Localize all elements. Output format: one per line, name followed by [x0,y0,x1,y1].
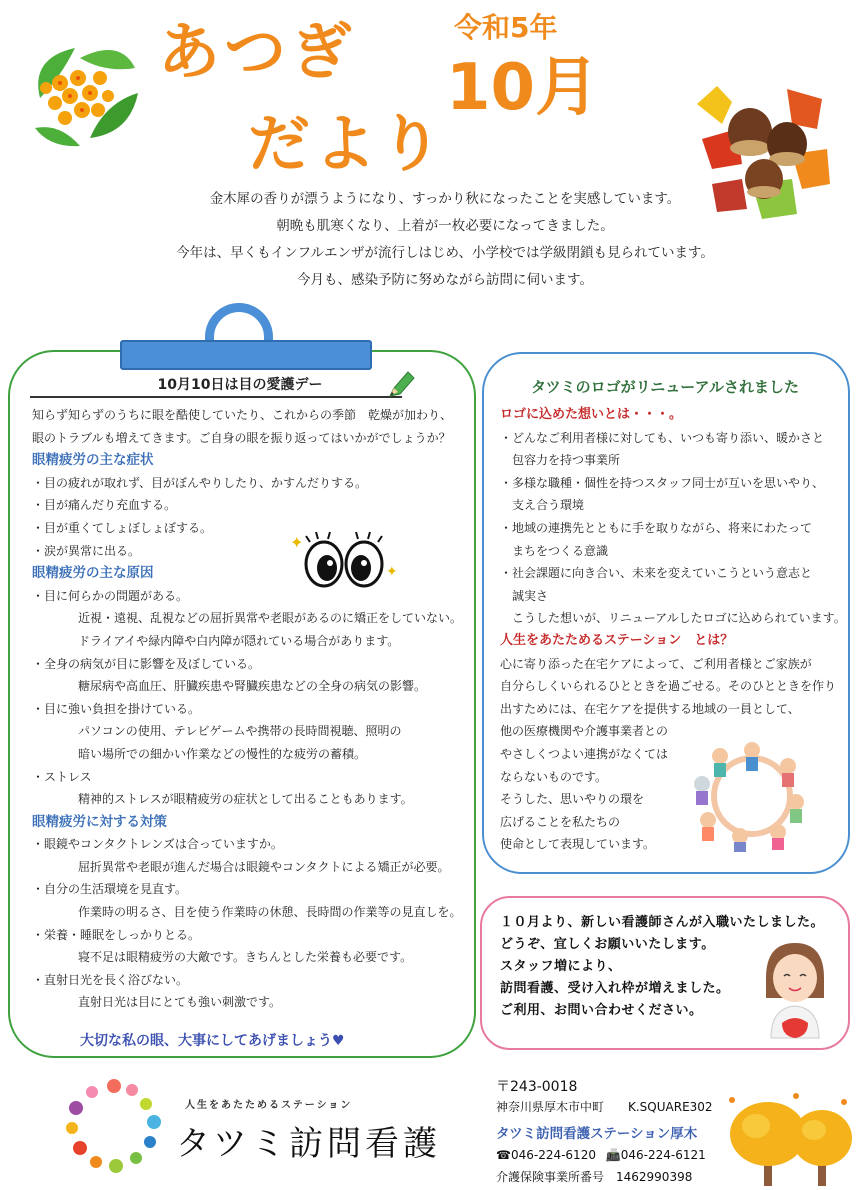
body-line: ・地域の連携先とともに手を取りながら、将来にわたって [500,520,813,535]
body-line: ・目が痛んだり充血する。 [32,498,177,513]
body-line: ・どんなご利用者様に対しても、いつも寄り添い、暖かさと [500,430,825,445]
body-line: ドライアイや緑内障や白内障が隠れている場合があります。 [78,633,400,648]
intro-line: 朝晩も肌寒くなり、上着が一枚必要になってきました。 [276,218,614,234]
notice-line: スタッフ増により、 [500,959,622,974]
title-line1: あつぎ [158,15,357,88]
section-heading: 眼精疲労の主な症状 [32,452,154,469]
body-line: ・目の疲れが取れず、目がぼんやりしたり、かすんだりする。 [32,475,368,490]
fax-number: 046-224-6121 [620,1148,706,1162]
section-heading: 眼精疲労の主な原因 [32,565,154,582]
body-line: ・社会課題に向き合い、未来を変えていこうという意志と [500,566,813,581]
body-line: 知らず知らずのうちに眼を酷使していたり、これからの季節 乾燥が加わり、 [32,408,453,422]
fax-icon: 📠 [605,1148,621,1162]
body-line: ・栄養・睡眠をしっかりとる。 [32,927,201,942]
osmanthus-illustration [20,38,142,158]
tel-number[interactable]: 046-224-6120 [510,1148,596,1162]
body-line: 精神的ストレスが眼精疲労の症状として出ることもあります。 [78,792,413,807]
body-line: 包容力を持つ事業所 [500,453,621,468]
logo-tagline: 人生をあたためるステーション [185,1100,353,1111]
body-line: ・目に何らかの問題がある。 [32,588,189,603]
body-line: パソコンの使用、テレビゲームや携帯の長時間視聴、照明の [78,724,402,739]
station-name: タツミ訪問看護ステーション厚木 [496,1126,698,1142]
body-line: ・目が重くてしょぼしょぼする。 [32,520,213,535]
postal-code [496,1076,577,1096]
body-line: 屈折異常や老眼が進んだ場合は眼鏡やコンタクトによる矯正が必要。 [78,859,450,874]
body-line: まちをつくる意識 [500,543,609,558]
body-line: 広げることを私たちの [500,814,621,829]
tatsumi-logo-mark [62,1076,172,1180]
eye-care-body [32,404,472,1014]
ginkgo-trees-illustration [726,1090,852,1186]
notice-line: どうぞ、宜しくお願いいたします。 [500,937,715,952]
body-line: ・涙が異常に出る。 [32,543,141,558]
body-line: ・多様な職種・個性を持つスタッフ同士が互いを思いやり、 [500,475,825,490]
body-line: ・自分の生活環境を見直す。 [32,882,188,897]
eye-care-title: 10月10日は目の愛護デー [157,377,323,393]
issue-year: 令和5年 [454,11,558,44]
intro-text [120,186,770,294]
intro-line: 今月も、感染予防に努めながら訪問に伺います。 [297,272,593,288]
notice-line: １０月より、新しい看護師さんが入職いたしました。 [500,915,825,930]
logo-name: タツミ訪問看護 [176,1124,441,1164]
body-line: 作業時の明るさ、目を使う作業時の休憩、長時間の作業等の見直しを。 [78,905,462,920]
body-line: 眼のトラブルも増えてきます。ご自身の眼を振り返ってはいかがでしょうか？ [32,430,451,445]
body-line: 使命として表現しています。 [500,837,656,852]
body-line: ・目に強い負担を掛けている。 [32,701,201,716]
notice-line: 訪問看護、受け入れ枠が増えました。 [500,981,730,996]
body-line: こうした想いが、リニューアルしたロゴに込められています。 [500,611,846,626]
logo-renewal-title: タツミのロゴがリニューアルされました [531,378,799,396]
notice-line: ご利用、お問い合わせください。 [500,1003,703,1018]
postal-mark-icon: 〒 [496,1079,510,1095]
svg-text:✦: ✦ [290,533,304,552]
body-line: ・直射日光を長く浴びない。 [32,972,189,987]
intro-line: 金木犀の香りが漂うようになり、すっかり秋になったことを実感しています。 [209,191,681,207]
section-heading: ロゴに込めた想いとは・・・。 [500,407,683,422]
body-line: 暗い場所での細かい作業などの慢性的な疲労の蓄積。 [78,746,367,761]
address: 神奈川県厚木市中町 K.SQUARE302 [496,1100,713,1114]
body-line: ・全身の病気が目に影響を及ぼしている。 [32,656,261,671]
body-line: 誠実さ [500,588,549,603]
newsletter-title-2 [248,107,447,180]
issue-month: 10月 [446,51,600,125]
body-line: ・ストレス [32,769,92,784]
people-circle-illustration [688,740,816,852]
clipboard-clip [120,340,372,370]
section-heading: 眼精疲労に対する対策 [32,813,167,830]
newsletter-title [158,15,357,88]
pencil-icon [386,368,416,400]
body-line: ・眼鏡やコンタクトレンズは合っていますか。 [32,837,283,852]
title-line2: だより [248,107,447,180]
nurse-illustration [756,938,834,1040]
body-line: 自分らしくいられるひとときを過ごせる。そのひとときを作り [500,679,837,694]
phone-icon: ☎ [496,1148,511,1162]
title-underline [30,396,402,398]
eye-care-slogan: 大切な私の眼、大事にしてあげましょう♥ [80,1033,345,1049]
office-number: 介護保険事業所番号 1462990398 [496,1170,693,1184]
section-heading: 人生をあたためるステーション とは？ [500,632,734,648]
body-line: 直射日光は目にとても強い刺激です。 [78,995,282,1010]
body-line: ならないものです。 [500,769,608,784]
body-line: 支え合う環境 [500,498,585,513]
body-line: 心に寄り添った在宅ケアによって、ご利用者様とご家族が [500,656,812,671]
postal-code-value: 243-0018 [510,1079,578,1095]
svg-text:✦: ✦ [386,564,398,580]
eyes-illustration [288,530,404,592]
body-line: 寝不足は眼精疲労の大敵です。きちんとした栄養も必要です。 [78,950,413,965]
intro-line: 今年は、早くもインフルエンザが流行しはじめ、小学校では学級閉鎖も見られています。 [176,245,714,261]
body-line: 出すためには、在宅ケアを提供する地域の一員として、 [500,701,800,716]
body-line: 近視・遠視、乱視などの屈折異常や老眼があるのに矯正をしていない。 [78,611,463,626]
contact-numbers [496,1148,706,1162]
body-line: やさしくつよい連携がなくては [500,746,669,761]
body-line: そうした、思いやりの環を [500,792,645,807]
body-line: 他の医療機関や介護事業者との [500,724,669,739]
body-line: 糖尿病や高血圧、肝臓疾患や腎臓疾患などの全身の病気の影響。 [78,679,427,694]
